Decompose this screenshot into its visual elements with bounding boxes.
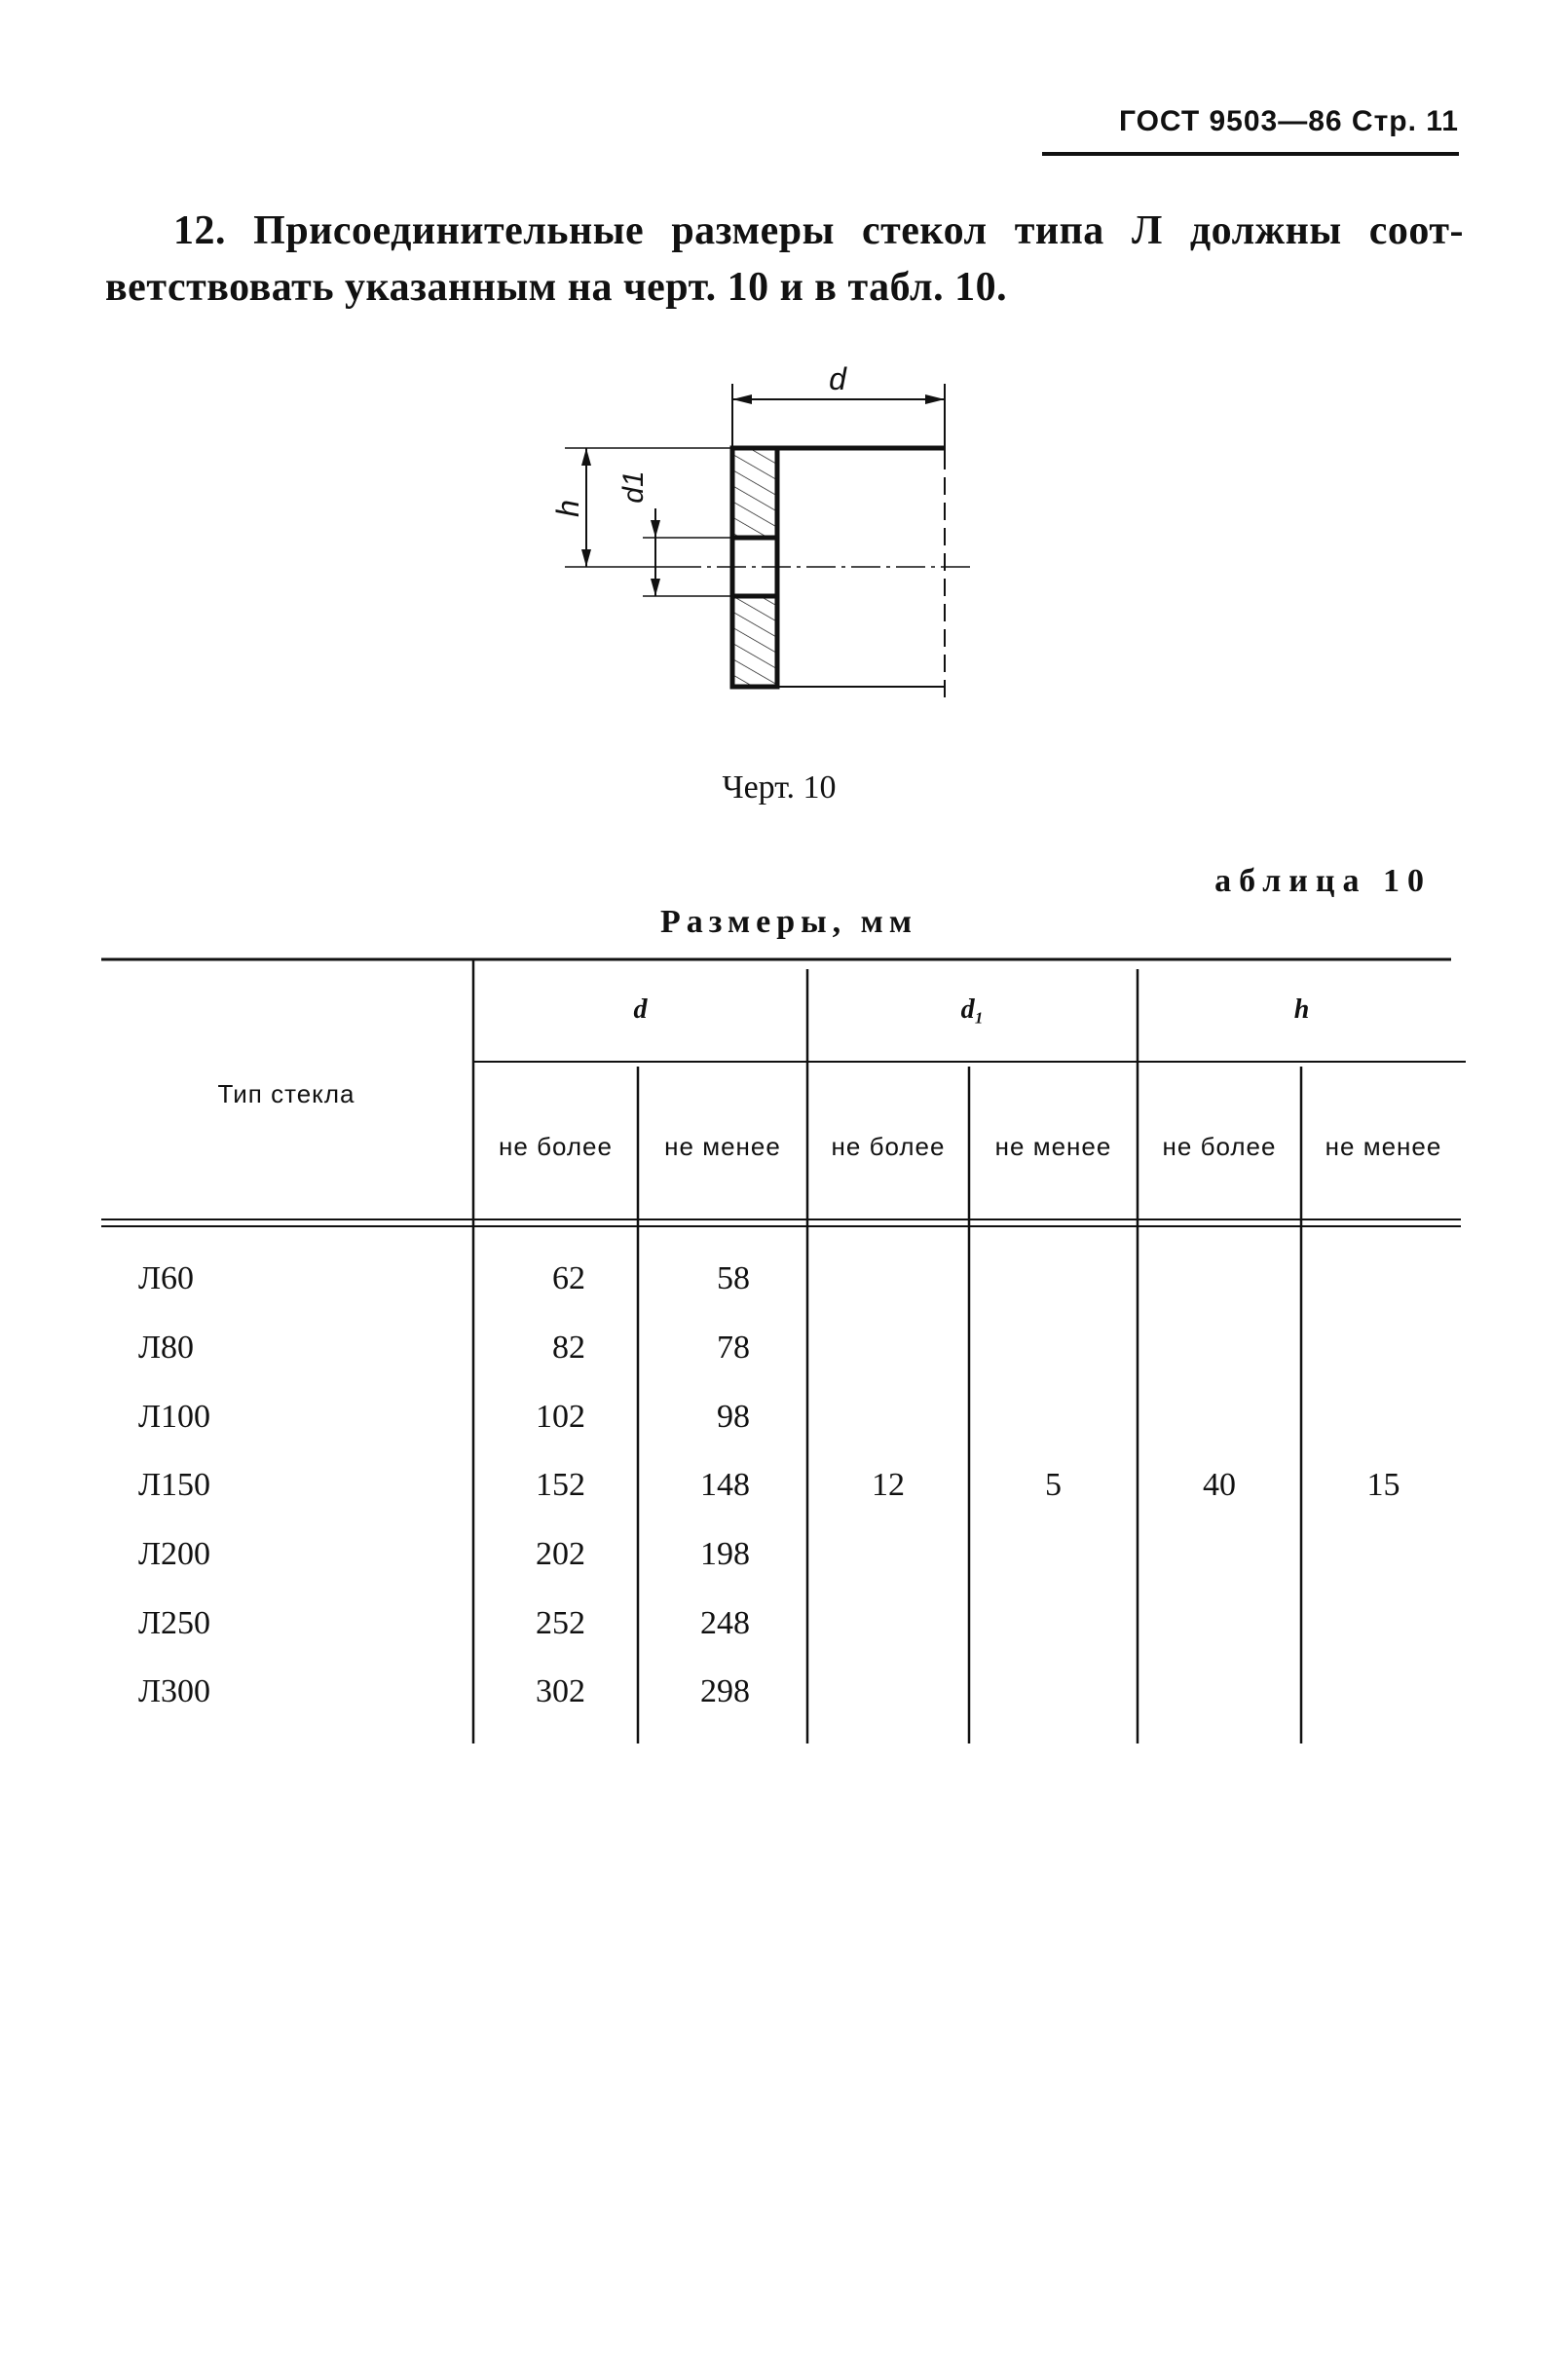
- cell-type: Л300: [138, 1673, 211, 1709]
- table-title: аблица 10: [1214, 863, 1432, 899]
- paragraph-line-1: 12. Присоединительные размеры стекол типа Л должны соот-: [173, 208, 1464, 253]
- cell-d-min: 78: [717, 1330, 750, 1366]
- cell-d-max: 102: [536, 1399, 585, 1435]
- sub-header-d1-max: не более: [831, 1132, 946, 1161]
- label-d: d: [829, 362, 846, 396]
- sub-header-h-max: не более: [1162, 1132, 1277, 1161]
- cell-d-max: 62: [552, 1260, 585, 1296]
- cell-d-max: 202: [536, 1536, 585, 1572]
- col-header-type: Тип стекла: [217, 1079, 355, 1108]
- cell-type: Л150: [138, 1467, 211, 1503]
- cell-type: Л200: [138, 1536, 211, 1572]
- cell-d-min: 148: [700, 1467, 750, 1503]
- cell-d-max: 152: [536, 1467, 585, 1503]
- cell-type: Л80: [138, 1330, 195, 1366]
- cell-d-min: 98: [717, 1399, 750, 1435]
- sub-header-d1-min: не менее: [994, 1132, 1112, 1161]
- cell-d-min: 58: [717, 1260, 750, 1296]
- cell-type: Л100: [138, 1399, 211, 1435]
- cell-d-min: 298: [700, 1673, 750, 1709]
- sub-header-d-max: не более: [499, 1132, 613, 1161]
- group-header-d1: d₁: [960, 994, 985, 1025]
- cell-type: Л250: [138, 1605, 211, 1641]
- group-header-h: h: [1293, 994, 1310, 1025]
- sub-header-d-min: не менее: [664, 1132, 781, 1161]
- cell-d-min: 198: [700, 1536, 750, 1572]
- cell-d-max: 252: [536, 1605, 585, 1641]
- cell-d1-max-shared: 12: [872, 1467, 905, 1503]
- cell-type: Л60: [138, 1260, 195, 1296]
- cell-d-min: 248: [700, 1605, 750, 1641]
- label-h: h: [550, 500, 585, 517]
- table-units: Размеры, мм: [660, 904, 917, 940]
- paragraph-line-2: ветствовать указанным на черт. 10 и в табл. 10.: [105, 265, 1008, 310]
- page-header: ГОСТ 9503—86 Стр. 11: [1118, 105, 1459, 137]
- cell-h-max-shared: 40: [1203, 1467, 1236, 1503]
- cell-d-max: 302: [536, 1673, 585, 1709]
- cell-h-min-shared: 15: [1366, 1467, 1400, 1503]
- sub-header-h-min: не менее: [1325, 1132, 1442, 1161]
- group-header-d: d: [633, 994, 648, 1025]
- drawing-caption: Черт. 10: [722, 769, 837, 806]
- cell-d1-min-shared: 5: [1045, 1467, 1062, 1503]
- cell-d-max: 82: [552, 1330, 585, 1366]
- label-d1: d1: [617, 470, 650, 504]
